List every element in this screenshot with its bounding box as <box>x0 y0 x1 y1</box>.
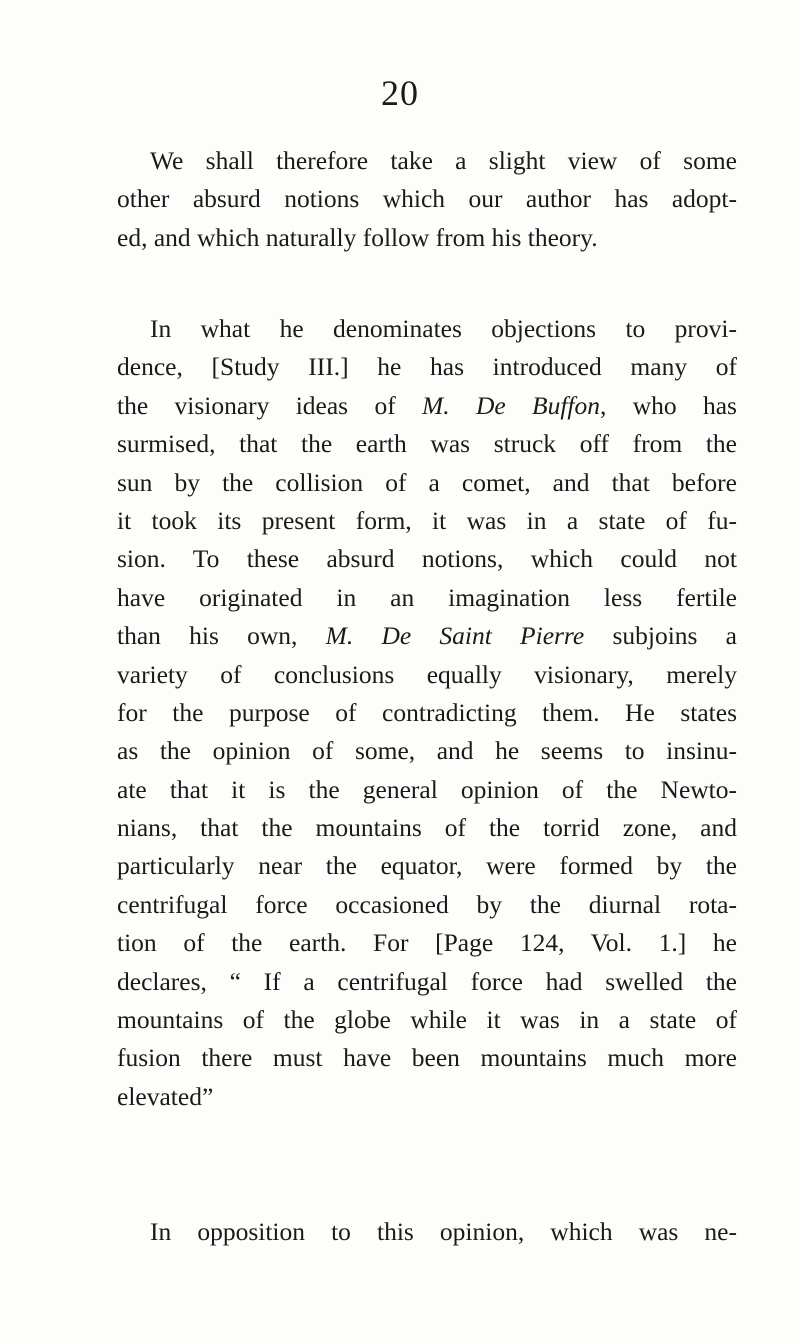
text-line: it took its present form, it was in a state of fu- <box>117 505 737 535</box>
text-line: elevated” <box>117 1081 214 1111</box>
text-line: ed, and which naturally follow from his theory. <box>117 222 598 252</box>
text-line: nians, that the mountains of the torrid zone, and <box>117 813 737 843</box>
text-line: dence, [Study III.] he has introduced many of <box>117 352 737 382</box>
paragraph-2 <box>117 310 737 1116</box>
paragraph-3 <box>117 1213 737 1251</box>
text-line: declares, “ If a centrifugal force had swelled the <box>117 966 737 996</box>
text-line: surmised, that the earth was struck off from the <box>117 429 737 459</box>
text-line: for the purpose of contradicting them. He states <box>117 697 737 727</box>
text-line: tion of the earth. For [Page 124, Vol. 1.] he <box>117 928 737 958</box>
text-line: than his own, M. De Saint Pierre subjoins a <box>117 621 738 651</box>
text-line: In opposition to this opinion, which was ne- <box>150 1217 737 1246</box>
text-line: We shall therefore take a slight view of some <box>150 146 737 175</box>
text-line: In what he denominates objections to provi- <box>150 314 737 343</box>
text-line: ate that it is the general opinion of the Newto- <box>117 774 737 804</box>
text-line: sun by the collision of a comet, and that before <box>117 467 737 497</box>
text-line: mountains of the globe while it was in a state of <box>117 1005 737 1035</box>
text-line: as the opinion of some, and he seems to insinu- <box>117 736 737 766</box>
paragraph-1 <box>117 142 737 257</box>
text-line: have originated in an imagination less fertile <box>117 582 737 612</box>
page-number: 20 <box>381 73 419 113</box>
text-line: sion. To these absurd notions, which could not <box>117 544 737 574</box>
text-line: fusion there must have been mountains much more <box>117 1043 737 1073</box>
text-line: variety of conclusions equally visionary, merely <box>117 659 737 689</box>
text-line: particularly near the equator, were formed by the <box>117 851 737 881</box>
text-line: other absurd notions which our author has adopt- <box>117 184 737 214</box>
text-line: centrifugal force occasioned by the diurnal rota- <box>117 889 737 919</box>
text-line: the visionary ideas of M. De Buffon, who has <box>117 390 737 420</box>
